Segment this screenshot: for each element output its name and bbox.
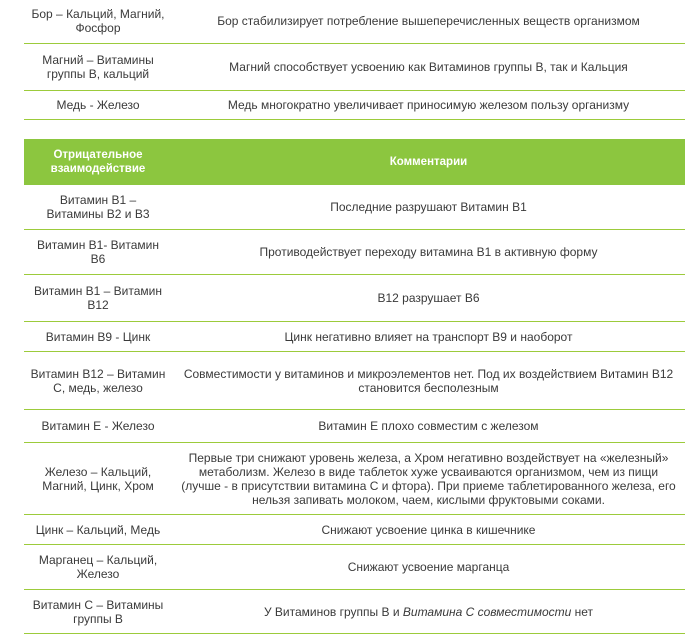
pair-cell: Магний – Витамины группы В, кальций xyxy=(24,43,172,90)
comment-cell: В12 разрушает В6 xyxy=(172,275,685,322)
vitamin-compatibility-tables xyxy=(24,0,685,634)
comment-italic-text: Витамина С совместимости xyxy=(403,605,571,619)
table-row xyxy=(24,43,685,90)
comment-text: У Витаминов группы В и xyxy=(264,605,403,619)
table-row xyxy=(24,185,685,230)
comment-cell: Магний способствует усвоению как Витаминов группы В, так и Кальция xyxy=(172,43,685,90)
pair-cell: Витамин В9 - Цинк xyxy=(24,322,172,352)
table-gap xyxy=(24,120,685,139)
table-row xyxy=(24,590,685,634)
pair-cell: Витамин В1 – Витамин В12 xyxy=(24,275,172,322)
table-row xyxy=(24,0,685,43)
pair-cell: Витамин С – Витамины группы В xyxy=(24,590,172,634)
table-row xyxy=(24,545,685,590)
comment-text-end: нет xyxy=(571,605,593,619)
table-row xyxy=(24,322,685,352)
table-header-row xyxy=(24,139,685,185)
table-row xyxy=(24,410,685,443)
comment-cell: Последние разрушают Витамин В1 xyxy=(172,185,685,230)
comment-cell: Совместимости у витаминов и микроэлементов нет. Под их воздействием Витамин В12 становится бесполезным xyxy=(172,352,685,410)
table-row xyxy=(24,443,685,515)
comment-cell: Витамин Е плохо совместим с железом xyxy=(172,410,685,443)
comment-cell: Снижают усвоение цинка в кишечнике xyxy=(172,515,685,545)
table-row xyxy=(24,275,685,322)
table-row xyxy=(24,90,685,119)
pair-cell: Медь - Железо xyxy=(24,90,172,119)
table-row xyxy=(24,352,685,410)
pair-cell: Витамин Е - Железо xyxy=(24,410,172,443)
table-row xyxy=(24,515,685,545)
comment-cell: Медь многократно увеличивает приносимую железом пользу организму xyxy=(172,90,685,119)
pair-cell: Витамин В1- Витамин В6 xyxy=(24,230,172,275)
negative-interaction-table xyxy=(24,139,685,634)
comment-cell: Снижают усвоение марганца xyxy=(172,545,685,590)
comment-cell: Противодействует переходу витамина В1 в активную форму xyxy=(172,230,685,275)
pair-cell: Витамин В1 – Витамины В2 и В3 xyxy=(24,185,172,230)
table-row xyxy=(24,230,685,275)
column-header-comments: Комментарии xyxy=(172,139,685,185)
comment-cell: Бор стабилизирует потребление вышеперечисленных веществ организмом xyxy=(172,0,685,43)
column-header-interaction: Отрицательное взаимодействие xyxy=(24,139,172,185)
comment-cell: Цинк негативно влияет на транспорт В9 и наоборот xyxy=(172,322,685,352)
pair-cell: Бор – Кальций, Магний, Фосфор xyxy=(24,0,172,43)
pair-cell: Марганец – Кальций, Железо xyxy=(24,545,172,590)
comment-cell: Первые три снижают уровень железа, а Хром негативно воздействует на «железный» метаболизм. Железо в виде таблеток хуже усваиваются организмом, чем из пищи (лучше - в присутствии витамина С и фтора). При приеме таблетированного железа, его нельзя запивать молоком, чаем, кислыми фруктовыми соками. xyxy=(172,443,685,515)
pair-cell: Железо – Кальций, Магний, Цинк, Хром xyxy=(24,443,172,515)
comment-cell xyxy=(172,590,685,634)
positive-interaction-table xyxy=(24,0,685,120)
pair-cell: Цинк – Кальций, Медь xyxy=(24,515,172,545)
pair-cell: Витамин В12 – Витамин С, медь, железо xyxy=(24,352,172,410)
